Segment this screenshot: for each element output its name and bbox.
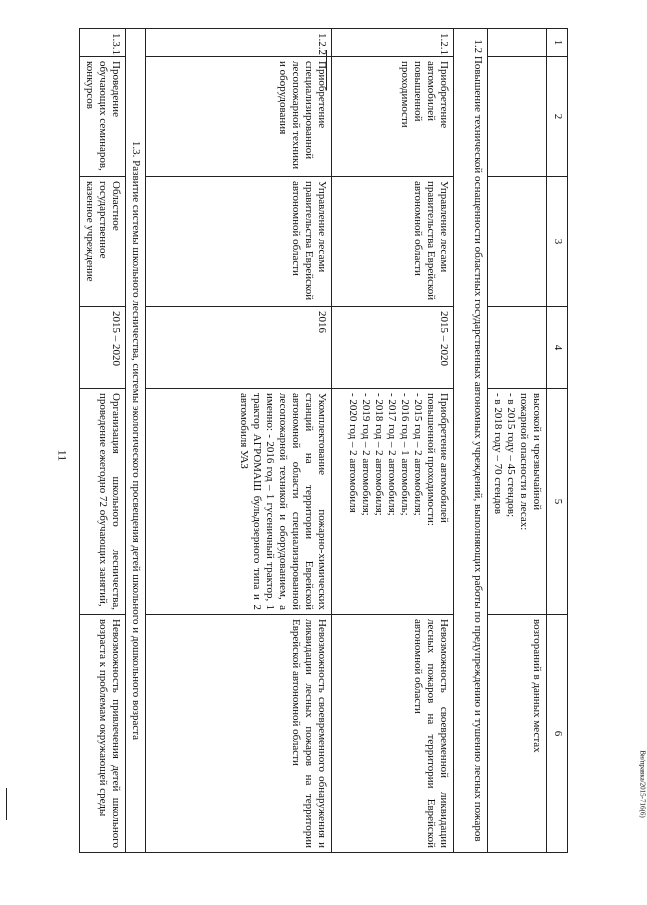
- cell-consequence: возгораний в данных местах: [488, 615, 547, 853]
- section-row: [454, 29, 488, 853]
- text-line: - в 2018 году – 70 стендов: [492, 393, 505, 515]
- reference-mark: Вн/правка/2015-716(6): [638, 750, 647, 818]
- cell-period: 2016: [146, 307, 332, 389]
- header-cell: 6: [547, 615, 568, 853]
- text-line: повышенной проходимости:: [425, 393, 438, 526]
- cell-num: 1.2.1: [332, 29, 454, 57]
- rotated-table-container: [80, 28, 568, 852]
- cell-empty: [488, 29, 547, 57]
- header-cell: 1: [547, 29, 568, 57]
- text-line: - 2016 год – 1 автомобиль;: [399, 393, 412, 516]
- section-heading-1-2: 1.2 Повышение технической оснащенности областных государственных автономных учреждений, выполняющих работы по предупреждению и тушению лесных пожаров: [454, 29, 488, 853]
- text-line: высокой и чрезвычайной: [531, 393, 543, 511]
- cell-period: 2015 – 2020: [332, 307, 454, 389]
- cell-activity: [488, 389, 547, 615]
- text-line: - 2017 год – 2 автомобиля;: [386, 393, 399, 516]
- table-row: [146, 29, 332, 853]
- decorative-dash: [6, 788, 7, 820]
- cell-name: Приобретение автомобилей повышенной проходимости: [332, 57, 454, 177]
- text-line: - 2020 год – 2 автомобиля: [347, 393, 360, 513]
- cell-empty: [488, 57, 547, 177]
- section-row: [126, 29, 146, 853]
- header-cell: 5: [547, 389, 568, 615]
- carryover-row: [488, 29, 547, 853]
- program-table: [79, 28, 568, 853]
- table-row: [80, 29, 126, 853]
- cell-executor: Управление лесами правительства Еврейской автономной области: [332, 177, 454, 307]
- text-line: - 2018 год – 2 автомобиля;: [373, 393, 386, 516]
- table-row: [332, 29, 454, 853]
- text-line: - 2015 год – 2 автомобиля;: [412, 393, 425, 516]
- cell-executor: Областное государственное казенное учреждение: [80, 177, 126, 307]
- cell-consequence: Невозможность своевременного обнаружения и ликвидации лесных пожаров на территории Еврейской автономной области: [146, 615, 332, 853]
- cell-name: Приобретение специализированной лесопожарной техники и оборудования: [146, 57, 332, 177]
- cell-executor: Управление лесами правительства Еврейской автономной области: [146, 177, 332, 307]
- cell-activity: [332, 389, 454, 615]
- header-cell: 3: [547, 177, 568, 307]
- text-line: Приобретение автомобилей: [438, 393, 451, 523]
- cell-period: 2015 – 2020: [80, 307, 126, 389]
- cell-empty: [488, 177, 547, 307]
- text-line: пожарной опасности в лесах:: [518, 393, 531, 531]
- cell-activity: Организация школьного лесничества, проведение ежегодно 72 обучающих занятий,: [80, 389, 126, 615]
- cell-num: 1.2.2: [146, 29, 332, 57]
- header-cell: 2: [547, 57, 568, 177]
- cell-empty: [488, 307, 547, 389]
- cell-activity: Укомплектование пожарно-химических станций на территории Еврейской автономной области специализированной лесопожарной техникой и оборудованием, а именно: - 2016 год – 1 гусеничный трактор, 1 трактор АГРОМАШ бульдозерного типа и 2 автомобиля УАЗ: [146, 389, 332, 615]
- page-number: 11: [55, 449, 70, 462]
- header-cell: 4: [547, 307, 568, 389]
- text-line: - в 2015 году – 45 стендов;: [505, 393, 518, 518]
- cell-consequence: Невозможность привлечения детей школьного возраста к проблемам окружающей среды: [80, 615, 126, 853]
- header-row: [547, 29, 568, 853]
- cell-num: 1.3.1: [80, 29, 126, 57]
- cell-name: Проведение обучающих семинаров, конкурсов: [80, 57, 126, 177]
- text-line: - 2019 год – 2 автомобиля;: [360, 393, 373, 516]
- section-heading-1-3: 1.3. Развитие системы школьного лесничества, системы экологического просвещения детей школьного и дошкольного возраста: [126, 29, 146, 853]
- cell-consequence: Невозможность своевременной ликвидации лесных пожаров на территории Еврейской автономной области: [332, 615, 454, 853]
